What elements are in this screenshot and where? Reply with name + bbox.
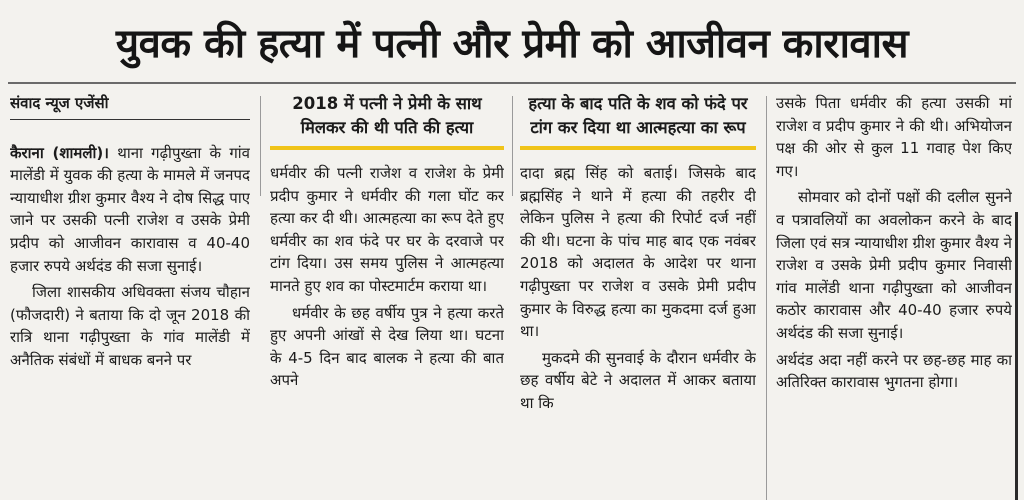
subheading-1: 2018 में पत्नी ने प्रेमी के साथ मिलकर की थी पति की हत्या [270,92,504,150]
column3-para2: मुकदमे की सुनवाई के दौरान धर्मवीर के छह वर्षीय बेटे ने अदालत में आकर बताया था कि [520,348,756,412]
column-2 [270,92,504,500]
column1-para1 [10,142,250,278]
column4-para1: उसके पिता धर्मवीर की हत्या उसकी मां राजेश व प्रदीप कुमार ने की थी। अभियोजन पक्ष की ओर से कुल 11 गवाह पेश किए गए। [776,94,1012,180]
column2-para1: धर्मवीर की पत्नी राजेश व राजेश के प्रेमी प्रदीप कुमार ने धर्मवीर की गला घोंट कर हत्या कर दी थी। आत्महत्या का रूप देते हुए धर्मवीर का शव फंदे पर घर के दरवाजे पर टांग दिया। उस समय पुलिस ने आत्महत्या मानते हुए शव का पोस्टमार्टम कराया था। [270,164,504,295]
column1-para2: जिला शासकीय अधिवक्ता संजय चौहान (फौजदारी) ने बताया कि दो जून 2018 की रात्रि थाना गढ़ीपुख्ता के गांव मालेंडी में अनैतिक संबंधों में बाधक बनने पर [10,283,250,369]
subheading-2: हत्या के बाद पति के शव को फंदे पर टांग कर दिया था आत्महत्या का रूप [520,92,756,150]
column-3 [520,92,756,500]
column-divider [766,96,767,500]
page-edge-bar [1015,212,1018,500]
column2-para2: धर्मवीर के छह वर्षीय पुत्र ने हत्या करते हुए अपनी आंखों से देख लिया था। घटना के 4-5 दिन बाद बालक ने हत्या की बात अपने [270,303,504,390]
column-divider [260,96,261,196]
column4-para3: अर्थदंड अदा नहीं करने पर छह-छह माह का अतिरिक्त कारावास भुगतना होगा। [776,350,1012,392]
column1-para1-text: थाना गढ़ीपुख्ता के गांव मालेंडी में युवक की हत्या के मामले में जनपद न्यायाधीश ग्रीश कुमार वैश्य ने दोष सिद्ध पाए जाने पर उसकी पत्नी राजेश व उसके प्रेमी प्रदीप को आजीवन कारावास व 40-40 हजार रुपये अर्थदंड की सजा सुनाई। [10,143,250,275]
headline-rule [8,82,1016,84]
column-4 [776,92,1012,500]
dateline: कैराना (शामली)। [10,143,109,162]
column4-para2: सोमवार को दोनों पक्षों की दलील सुनने व पत्रावलियों का अवलोकन करने के बाद जिला एवं सत्र न्यायाधीश ग्रीश कुमार वैश्य ने राजेश व उसके प्रेमी प्रदीप कुमार निवासी गांव मालेंडी थाना गढ़ीपुख्ता को आजीवन कठोर कारावास और 40-40 हजार रुपये अर्थदंड की सजा सुनाई। [776,188,1012,342]
column3-para1: दादा ब्रह्म सिंह को बताई। जिसके बाद ब्रह्मसिंह ने थाने में हत्या की तहरीर दी लेकिन पुलिस ने हत्या की रिपोर्ट दर्ज नहीं की थी। घटना के पांच माह बाद एक नवंबर 2018 को अदालत के आदेश पर थाना गढ़ीपुख्ता पर राजेश व उसके प्रेमी प्रदीप कुमार के विरुद्ध हत्या का मुकदमा दर्ज हुआ था। [520,164,756,341]
headline: युवक की हत्या में पत्नी और प्रेमी को आजीवन कारावास [115,20,909,67]
column-1 [10,92,250,500]
byline: संवाद न्यूज एजेंसी [10,92,250,120]
column-divider [512,96,513,196]
